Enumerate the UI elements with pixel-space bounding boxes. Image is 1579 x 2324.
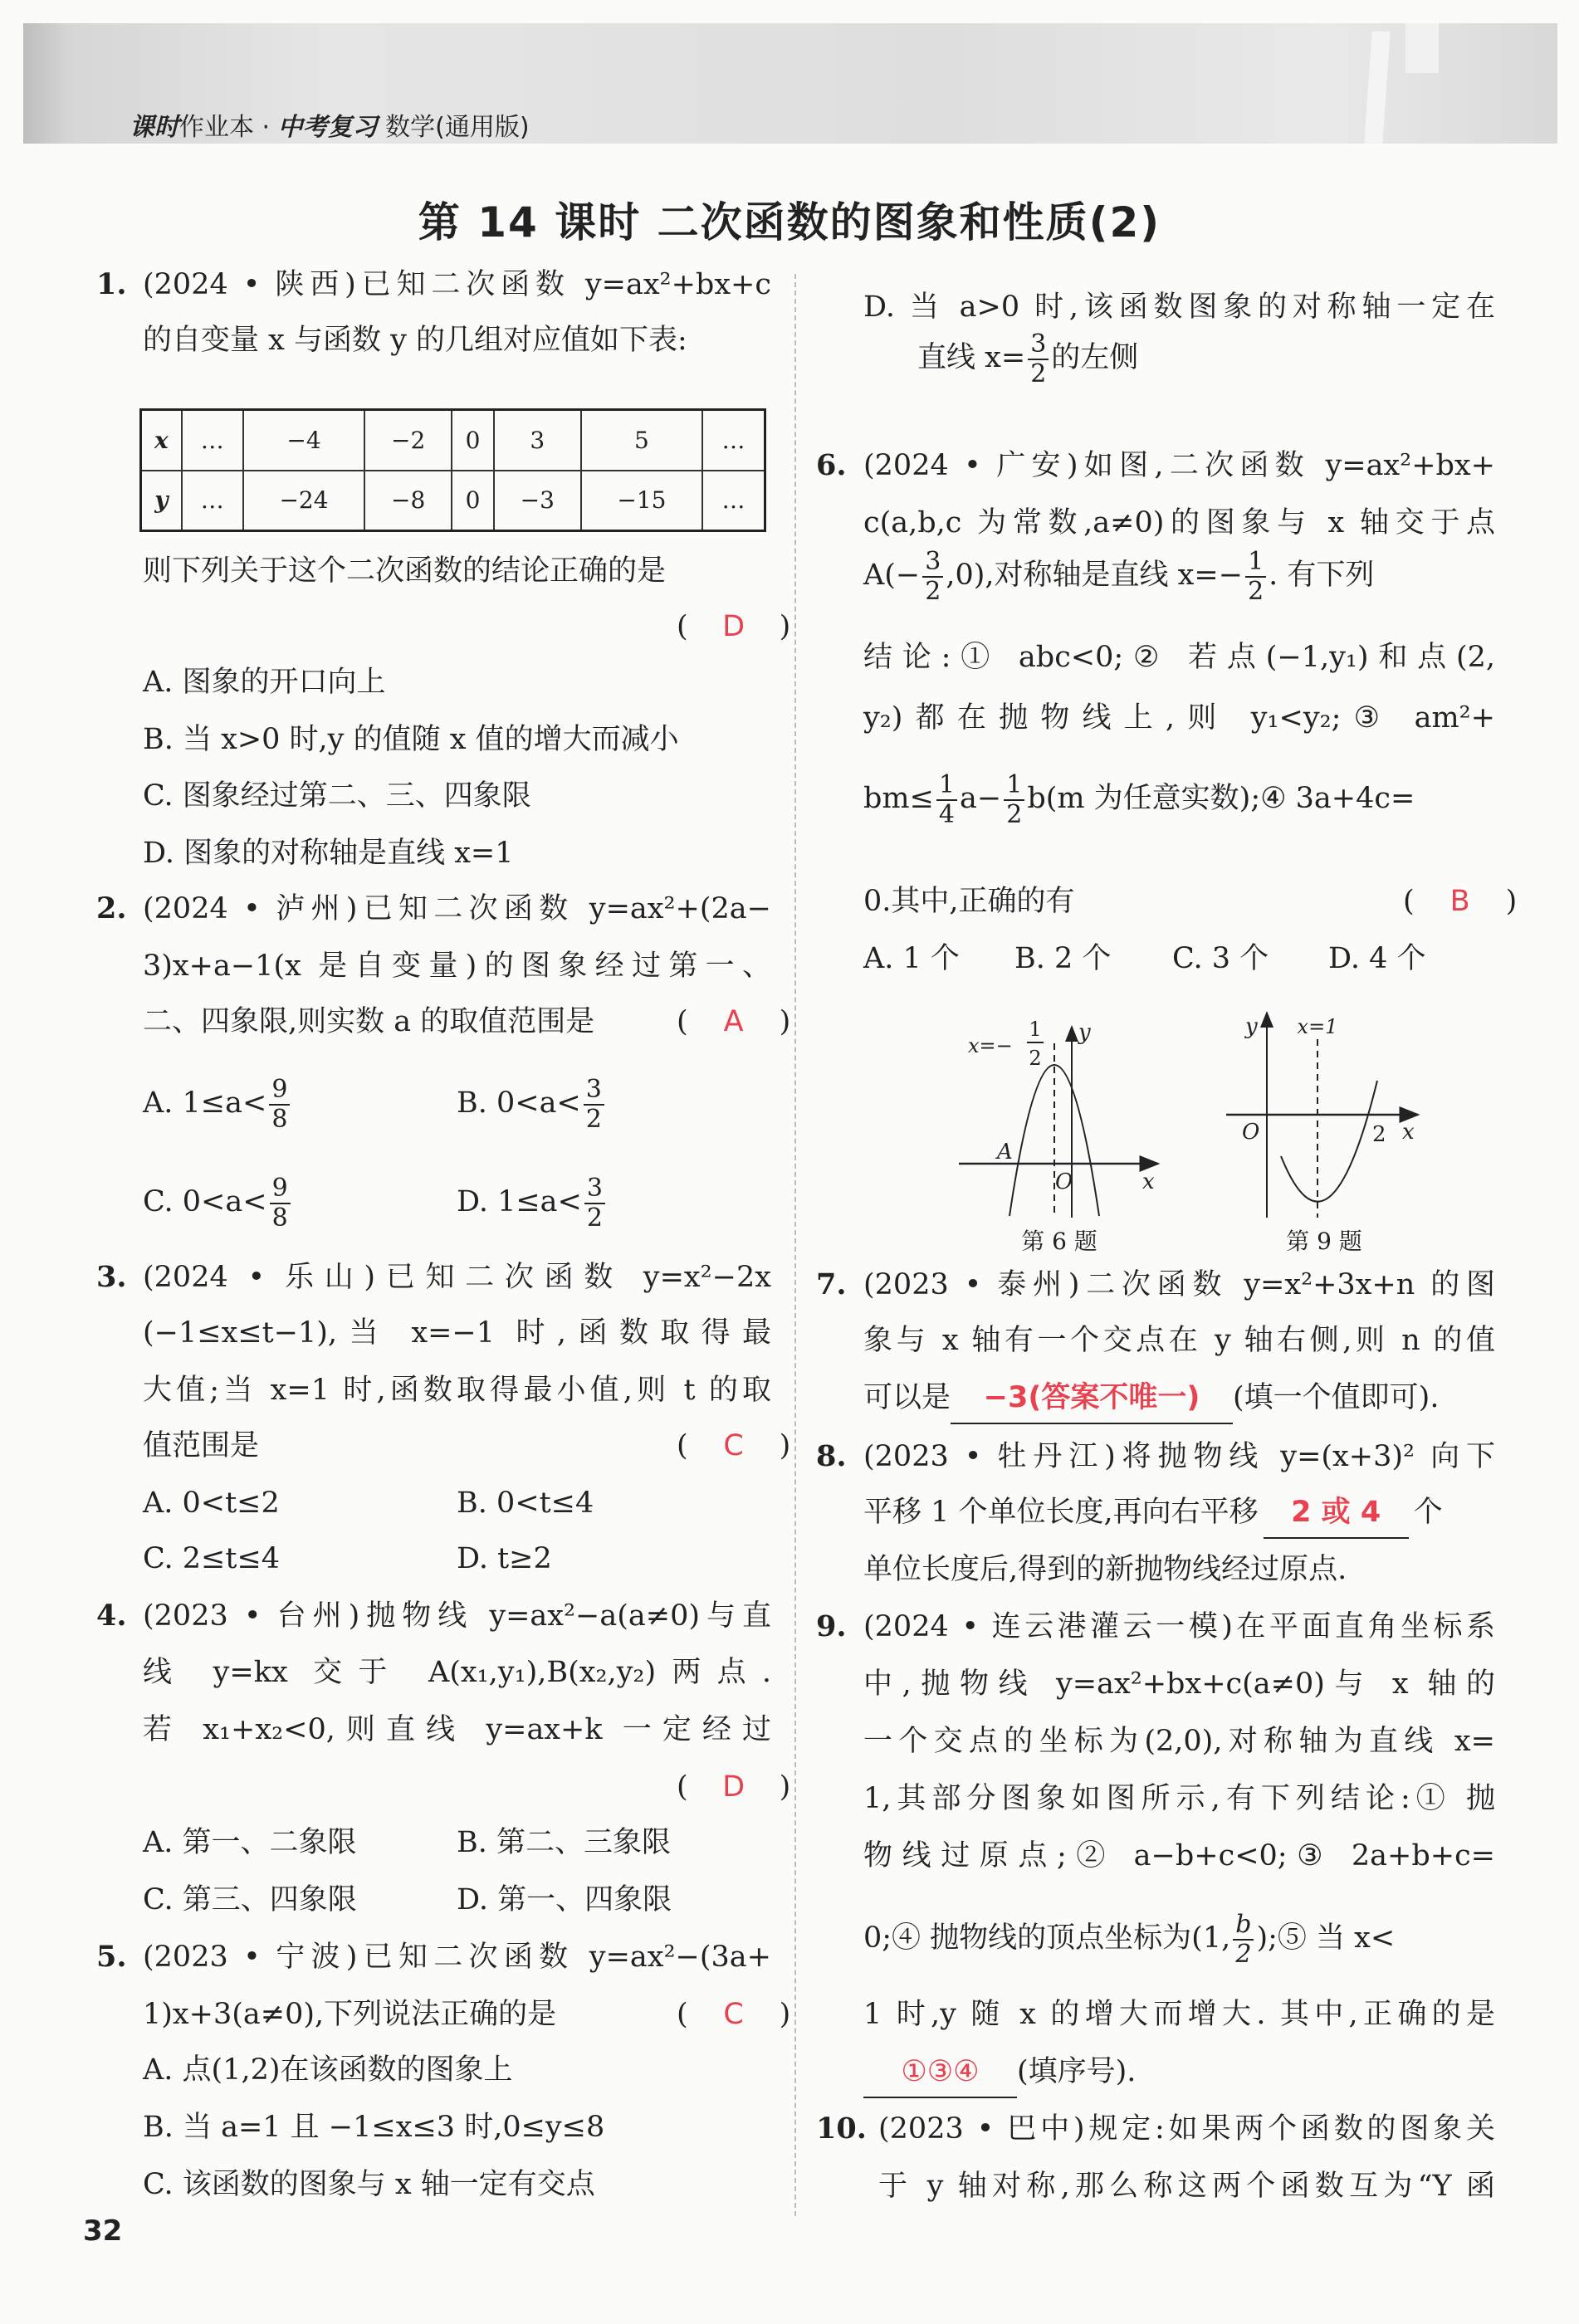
denominator: 2: [1030, 359, 1047, 388]
answer-paren: ( B ): [1403, 876, 1517, 926]
question-text: [863, 2047, 1495, 2098]
book-series-rest: 作业本 ·: [179, 113, 278, 142]
question-number: 2.: [96, 891, 127, 925]
origin-label: O: [1242, 1120, 1260, 1145]
figure-caption: 第 6 题: [1021, 1228, 1097, 1255]
answer: B: [1449, 885, 1470, 918]
question-text: [863, 1905, 1495, 1971]
table-cell: …: [182, 471, 243, 531]
table-cell: 3: [494, 410, 581, 471]
numerator: 1: [936, 771, 957, 801]
question-text: (−1≤x≤t−1),当 x=−1 时,函数取得最: [143, 1316, 771, 1350]
text: b(m 为任意实数);④ 3a+4c=: [1027, 782, 1415, 815]
question-text: 结论:① abc<0;② 若点(−1,y₁)和点(2,: [863, 641, 1495, 674]
numerator: 3: [584, 1076, 604, 1106]
x-label: x: [1142, 1169, 1155, 1194]
option: B. 第二、三象限: [457, 1826, 671, 1859]
table-cell: …: [702, 410, 765, 471]
option-text: D. 1≤a<: [457, 1185, 582, 1218]
option: C. 第三、四象限: [143, 1883, 357, 1916]
question-text: 二、四象限,则实数 a 的取值范围是: [143, 1005, 595, 1038]
question-number: 10.: [816, 2112, 867, 2146]
question-text: 于 y 轴对称,那么称这两个函数互为“Y 函: [878, 2170, 1495, 2203]
question-text: (2024 • 泸州)已知二次函数 y=ax²+(2a−: [143, 892, 771, 925]
answer: D: [722, 1770, 746, 1804]
numerator: 1: [1245, 548, 1266, 578]
answer: C: [723, 1998, 744, 2031]
option: A. 第一、二象限: [143, 1826, 357, 1859]
question-text: 的自变量 x 与函数 y 的几组对应值如下表:: [143, 324, 687, 357]
page-title: 第 14 课时 二次函数的图象和性质(2): [418, 198, 1161, 247]
question-number: 4.: [96, 1599, 127, 1633]
question-text: (2024 • 连云港灌云一模)在平面直角坐标系: [863, 1610, 1495, 1643]
question-text: (2023 • 泰州)二次函数 y=x²+3x+n 的图: [863, 1268, 1495, 1301]
answer: D: [722, 610, 746, 643]
text: . 有下列: [1269, 559, 1375, 592]
text: (填一个值即可).: [1233, 1381, 1440, 1414]
table-header: x: [141, 410, 182, 471]
table-cell: …: [702, 471, 765, 531]
numerator: 3: [1028, 330, 1049, 360]
question-text: (2024 • 乐山)已知二次函数 y=x²−2x: [143, 1261, 771, 1294]
numerator: 9: [270, 1174, 291, 1204]
option: D. 当 a>0 时,该函数图象的对称轴一定在: [863, 290, 1495, 324]
fraction-denominator: 2: [1029, 1047, 1042, 1070]
question-text: c(a,b,c 为常数,a≠0)的图象与 x 轴交于点: [863, 506, 1495, 540]
x-label: x: [1402, 1120, 1415, 1145]
denominator: 4: [938, 799, 956, 829]
answer-paren: ( D ): [677, 602, 790, 652]
option: C. 该函数的图象与 x 轴一定有交点: [143, 2168, 595, 2201]
text: 可以是: [863, 1381, 951, 1414]
option: B. 0<t≤4: [457, 1487, 594, 1520]
table-cell: 0: [452, 471, 494, 531]
option: B. 2 个: [1014, 942, 1112, 975]
option: D. 第一、四象限: [457, 1883, 672, 1916]
question-number: 7.: [816, 1267, 847, 1301]
option: D. 4 个: [1328, 942, 1426, 975]
denominator: 2: [1235, 1939, 1252, 1969]
question-text: (2024 • 陕西)已知二次函数 y=ax²+bx+c: [143, 268, 771, 301]
option: A. 1 个: [863, 942, 960, 975]
y-label: y: [1245, 1014, 1258, 1039]
book-subject: 数学(通用版): [385, 113, 530, 142]
option: C. 图象经过第二、三、四象限: [143, 779, 531, 813]
denominator: 2: [586, 1203, 603, 1233]
question-number: 5.: [96, 1940, 127, 1974]
option-text: 的左侧: [1051, 341, 1139, 374]
option: D. t≥2: [457, 1542, 552, 1575]
option: B. 当 a=1 且 −1≤x≤3 时,0≤y≤8: [143, 2111, 605, 2144]
denominator: 8: [271, 1104, 288, 1134]
denominator: 2: [1248, 576, 1264, 606]
figure-9: [1226, 1013, 1418, 1255]
question-text: (2023 • 台州)抛物线 y=ax²−a(a≠0)与直: [143, 1599, 771, 1633]
option: D. 图象的对称轴是直线 x=1: [143, 837, 514, 870]
question-text: 中,抛物线 y=ax²+bx+c(a≠0)与 x 轴的: [863, 1667, 1495, 1701]
numerator: 1: [1004, 771, 1024, 801]
question-text: 物线过原点;② a−b+c<0;③ 2a+b+c=: [863, 1839, 1495, 1872]
point-label: A: [997, 1140, 1013, 1164]
answer-blank: −3(答案不唯一): [951, 1373, 1233, 1424]
question-text: 单位长度后,得到的新抛物线经过原点.: [863, 1553, 1347, 1586]
table-cell: −8: [364, 471, 452, 531]
origin-label: O: [1055, 1169, 1073, 1194]
option: B. 当 x>0 时,y 的值随 x 值的增大而减小: [143, 723, 679, 756]
option: C. 2≤t≤4: [143, 1542, 281, 1575]
question-number: 3.: [96, 1260, 127, 1294]
axis-label: x=1: [1297, 1015, 1338, 1038]
numerator: 9: [269, 1076, 290, 1106]
fraction-numerator: 1: [1029, 1018, 1042, 1041]
option: A. 0<t≤2: [143, 1487, 280, 1520]
question-text: 1,其部分图象如图所示,有下列结论:① 抛: [863, 1782, 1495, 1815]
question-text: 则下列关于这个二次函数的结论正确的是: [143, 554, 667, 588]
question-text: (2023 • 巴中)规定:如果两个函数的图象关: [878, 2112, 1495, 2146]
option-text: C. 0<a<: [143, 1185, 267, 1218]
text: 个: [1413, 1496, 1443, 1529]
question-text: 0.其中,正确的有: [863, 885, 1075, 918]
text: A(−: [863, 559, 921, 592]
fraction: [1233, 1911, 1254, 1969]
table-cell: −15: [581, 471, 702, 531]
answer-paren: ( C ): [677, 1421, 790, 1471]
table-cell: 0: [452, 410, 494, 471]
answer: C: [723, 1429, 744, 1462]
question-number: 9.: [816, 1609, 847, 1643]
parabola: [1281, 1081, 1377, 1202]
question-text: (2024 • 广安)如图,二次函数 y=ax²+bx+: [863, 449, 1495, 482]
figure-6: [959, 1018, 1158, 1255]
denominator: 8: [271, 1203, 288, 1233]
table-cell: 5: [581, 410, 702, 471]
table-cell: …: [182, 410, 243, 471]
answer-paren: ( C ): [677, 1990, 790, 2039]
question-text: 象与 x 轴有一个交点在 y 轴右侧,则 n 的值: [863, 1324, 1495, 1357]
numerator: 3: [922, 548, 943, 578]
denominator: 2: [1006, 799, 1023, 829]
denominator: 2: [585, 1104, 602, 1134]
question-text: [863, 1373, 1495, 1424]
text: (填序号).: [1017, 2055, 1137, 2088]
answer-paren: ( A ): [677, 997, 790, 1047]
text: 平移 1 个单位长度,再向右平移: [863, 1496, 1259, 1529]
option: A. 点(1,2)在该函数的图象上: [143, 2053, 513, 2087]
answer: A: [723, 1005, 744, 1038]
question-text: y₂)都在抛物线上,则 y₁<y₂;③ am²+: [863, 701, 1495, 735]
numerator: 3: [584, 1174, 605, 1204]
table-cell: −3: [494, 471, 581, 531]
text: bm≤: [863, 782, 934, 815]
question-text: 1)x+3(a≠0),下列说法正确的是: [143, 1998, 557, 2031]
axis-label: x=−: [968, 1034, 1013, 1057]
option-text: 直线 x=: [917, 341, 1026, 374]
figure-caption: 第 9 题: [1286, 1228, 1362, 1255]
text: );⑤ 当 x<: [1256, 1921, 1396, 1955]
text: 0;④ 抛物线的顶点坐标为(1,: [863, 1921, 1231, 1955]
question-number: 6.: [816, 448, 847, 482]
table-cell: −4: [243, 410, 364, 471]
option-text: B. 0<a<: [457, 1086, 581, 1120]
question-number: 8.: [816, 1439, 847, 1473]
text: ,0),对称轴是直线 x=−: [946, 559, 1244, 592]
option: A. 图象的开口向上: [143, 666, 386, 699]
question-text: 大值;当 x=1 时,函数取得最小值,则 t 的取: [143, 1374, 771, 1407]
page-number: 32: [83, 2214, 123, 2248]
tick-label: 2: [1372, 1122, 1386, 1147]
table-cell: −24: [243, 471, 364, 531]
table-cell: −2: [364, 410, 452, 471]
question-text: 若 x₁+x₂<0,则直线 y=ax+k 一定经过: [143, 1713, 771, 1746]
answer-blank: ①③④: [863, 2047, 1017, 2098]
question-text: [863, 1487, 1495, 1539]
question-text: 一个交点的坐标为(2,0),对称轴为直线 x=: [863, 1725, 1495, 1758]
book-series: 课时: [130, 113, 179, 142]
y-label: y: [1078, 1020, 1091, 1045]
denominator: 2: [925, 576, 941, 606]
text: a−: [960, 782, 1002, 815]
question-text: 3)x+a−1(x 是自变量)的图象经过第一、: [143, 950, 771, 983]
numerator: b: [1233, 1911, 1254, 1941]
answer-blank: 2 或 4: [1264, 1487, 1409, 1539]
answer-paren: ( D ): [677, 1762, 790, 1812]
option: C. 3 个: [1172, 942, 1269, 975]
question-text: 1 时,y 随 x 的增大而增大. 其中,正确的是: [863, 1998, 1495, 2031]
table-header: y: [141, 471, 182, 531]
question-text: (2023 • 牡丹江)将抛物线 y=(x+3)² 向下: [863, 1440, 1495, 1473]
book-edition: 中考复习: [277, 113, 378, 142]
question-text: (2023 • 宁波)已知二次函数 y=ax²−(3a+: [143, 1941, 771, 1974]
question-text: 值范围是: [143, 1429, 260, 1462]
question-number: 1.: [96, 267, 127, 301]
option-text: A. 1≤a<: [143, 1086, 267, 1120]
question-text: 线 y=kx 交于 A(x₁,y₁),B(x₂,y₂)两点.: [143, 1656, 771, 1689]
